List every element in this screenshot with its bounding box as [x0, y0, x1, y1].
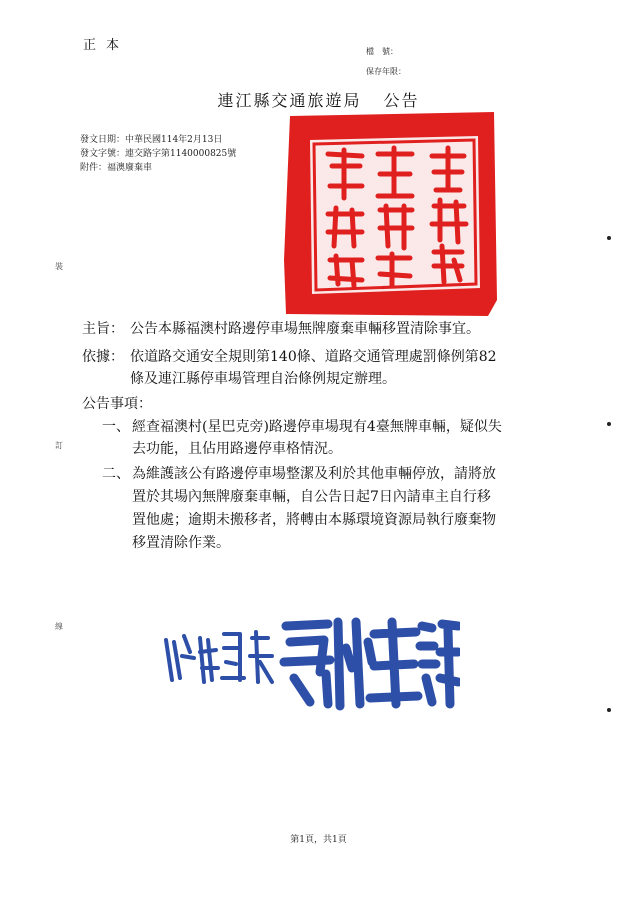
- page-number: 第1頁，共1頁: [290, 835, 347, 845]
- item-line: 置於其場內無牌廢棄車輛，自公告日起7日內請車主自行移: [132, 489, 491, 505]
- items-label: 公告事項：: [82, 396, 152, 412]
- subject-label: 主旨：: [82, 321, 124, 337]
- punch-hole: [607, 236, 611, 240]
- punch-hole: [607, 422, 611, 426]
- subject-text: 公告本縣福澳村路邊停車場無牌廢棄車輛移置清除事宜。: [130, 321, 480, 337]
- page-title: [0, 88, 637, 111]
- issue-date: 發文日期：中華民國114年2月13日: [80, 135, 223, 145]
- margin-staple-mark: 訂: [55, 441, 63, 450]
- item-line: 經查福澳村(星巴克旁)路邊停車場現有4臺無牌車輛，疑似失: [132, 419, 502, 435]
- basis-label: 依據：: [82, 349, 124, 365]
- agency-name: 連江縣交通旅遊局: [217, 91, 362, 110]
- basis-line: 依道路交通安全規則第140條、道路交通管理處罰條例第82: [130, 349, 497, 365]
- margin-line-mark: 線: [55, 622, 63, 631]
- item-number: 二、: [102, 466, 130, 482]
- item-line: 去功能，且佔用路邊停車格情況。: [132, 441, 342, 457]
- retention-label: 保存年限：: [366, 67, 406, 76]
- signature-stamp: [160, 612, 460, 712]
- doc-type: 公告: [383, 91, 420, 110]
- item-line: 置他處；逾期未搬移者，將轉由本縣環境資源局執行廢棄物: [132, 512, 496, 528]
- item-line: 為維護該公有路邊停車場整潔及利於其他車輛停放，請將放: [132, 466, 496, 482]
- official-seal: [282, 110, 500, 320]
- attachment-line: 附件：福澳廢棄車: [80, 163, 153, 173]
- basis-line: 條及連江縣停車場管理自治條例規定辦理。: [130, 371, 396, 387]
- punch-hole: [607, 708, 611, 712]
- copy-mark: 正本: [83, 38, 130, 53]
- document-number: 發文字號：連交路字第1140000825號: [80, 149, 237, 159]
- margin-bind-mark: 裝: [55, 262, 63, 271]
- file-number-label: 檔 號：: [366, 47, 398, 56]
- item-number: 一、: [102, 419, 130, 435]
- item-line: 移置清除作業。: [132, 535, 230, 551]
